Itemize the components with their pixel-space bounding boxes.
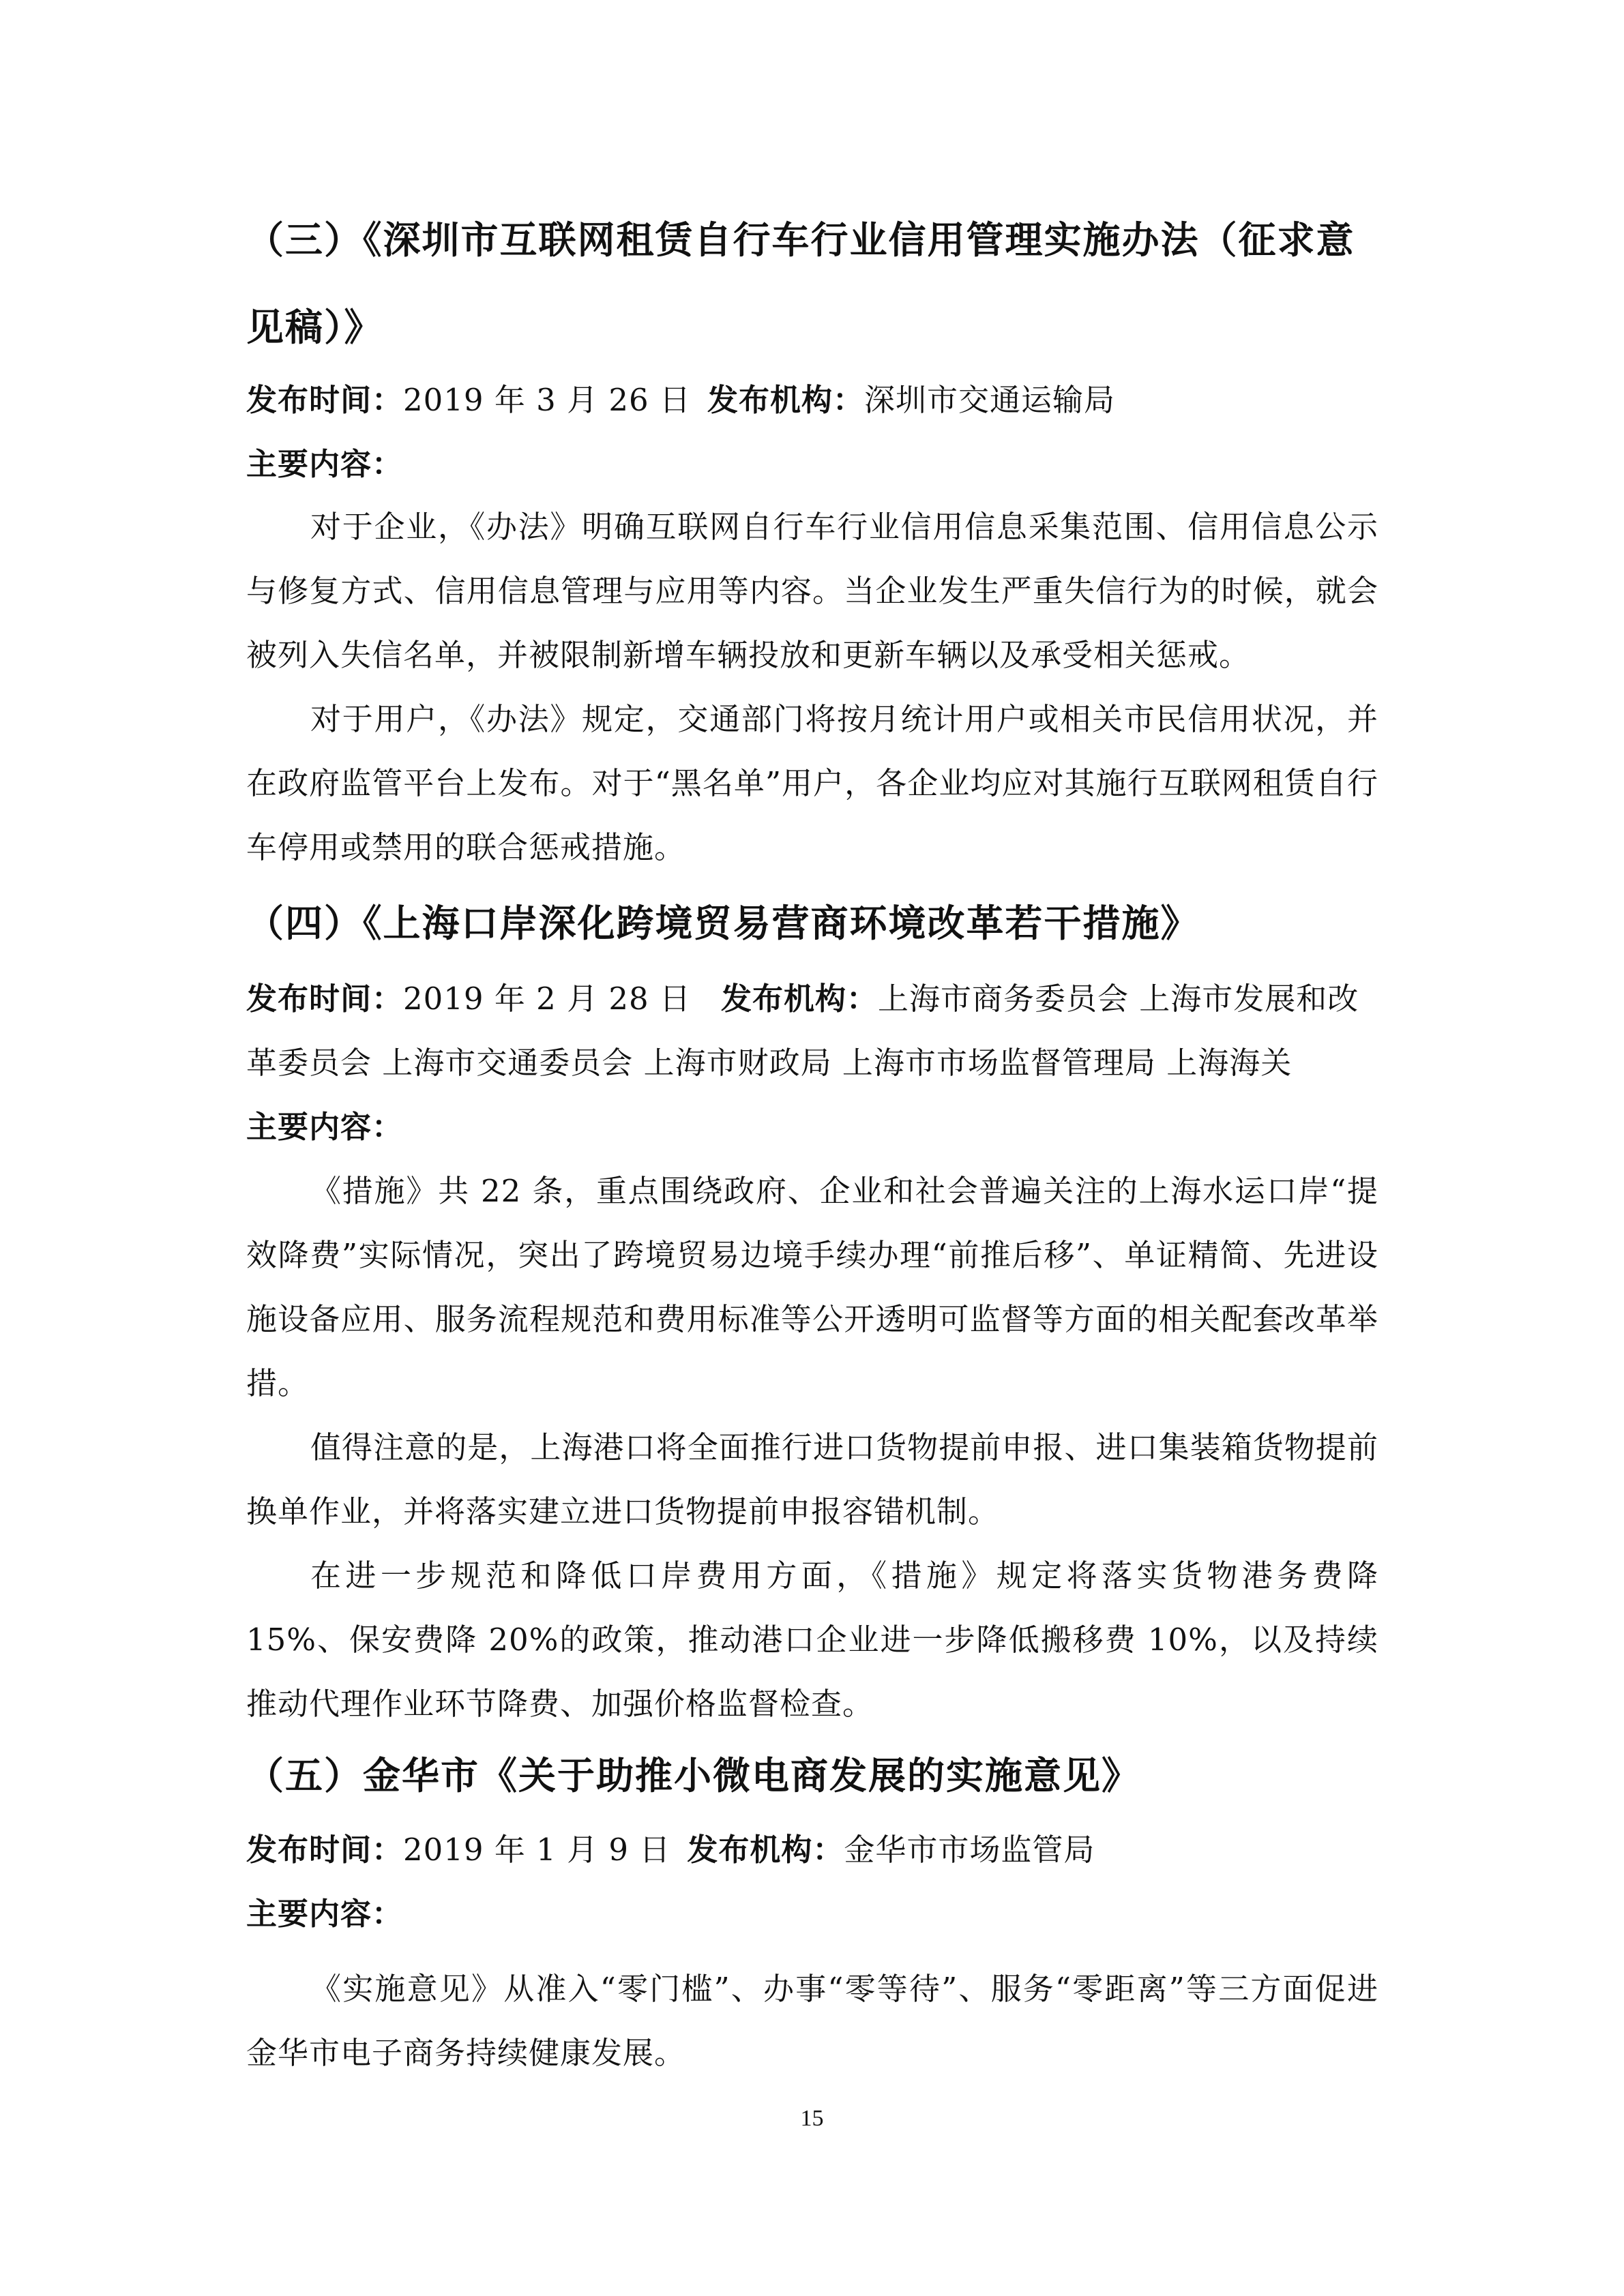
paragraph: 对于用户，《办法》规定，交通部门将按月统计用户或相关市民信用状况，并在政府监管平台上发布。对于“黑名单”用户，各企业均应对其施行互联网租赁自行车停用或禁用的联合惩戒措施。 [246, 701, 1378, 865]
page-number: 15 [800, 2106, 824, 2131]
publish-date-label: 发布时间： [246, 981, 404, 1017]
publish-info [246, 1818, 1378, 1882]
publisher: 金华市市场监管局 [844, 1832, 1095, 1868]
publisher: 深圳市交通运输局 [863, 382, 1115, 418]
paragraph: 《措施》共 22 条，重点围绕政府、企业和社会普遍关注的上海水运口岸“提效降费”实际情况，突出了跨境贸易边境手续办理“前推后移”、单证精简、先进设施设备应用、服务流程规范和费用标准等公开透明可监督等方面的相关配套改革举措。 [246, 1173, 1378, 1401]
publish-info [246, 967, 1378, 1095]
paragraph: 对于企业，《办法》明确互联网自行车行业信用信息采集范围、信用信息公示与修复方式、信用信息管理与应用等内容。当企业发生严重失信行为的时候，就会被列入失信名单，并被限制新增车辆投放和更新车辆以及承受相关惩戒。 [246, 509, 1378, 673]
publish-info [246, 368, 1378, 432]
paragraph: 在进一步规范和降低口岸费用方面，《措施》规定将落实货物港务费降 15%、保安费降 20%的政策，推动港口企业进一步降低搬移费 10%，以及持续推动代理作业环节降费、加强价格监督检查。 [246, 1557, 1378, 1722]
publisher-label: 发布机构： [687, 1832, 844, 1868]
paragraph: 《实施意见》从准入“零门槛”、办事“零等待”、服务“零距离”等三方面促进金华市电子商务持续健康发展。 [246, 1971, 1378, 2071]
section-heading: （五）金华市《关于助推小微电商发展的实施意见》 [246, 1754, 1141, 1798]
publish-date: 2019 年 3 月 26 日 [403, 382, 691, 418]
publish-date: 2019 年 1 月 9 日 [403, 1832, 671, 1868]
section-heading: （三）《深圳市互联网租赁自行车行业信用管理实施办法（征求意见稿）》 [246, 218, 1355, 349]
publisher: 上海市商务委员会 上海市发展和改革委员会 上海市交通委员会 上海市财政局 上海市市场监督管理局 上海海关 [246, 981, 1359, 1081]
content-label: 主要内容： [246, 1109, 404, 1145]
paragraph: 值得注意的是，上海港口将全面推行进口货物提前申报、进口集装箱货物提前换单作业，并将落实建立进口货物提前申报容错机制。 [246, 1429, 1378, 1530]
publish-date: 2019 年 2 月 28 日 [403, 981, 691, 1017]
section-heading: （四）《上海口岸深化跨境贸易营商环境改革若干措施》 [246, 901, 1200, 945]
publisher-label: 发布机构： [707, 382, 864, 418]
publish-date-label: 发布时间： [246, 1832, 404, 1868]
publisher-label: 发布机构： [720, 981, 878, 1017]
publish-date-label: 发布时间： [246, 382, 404, 418]
content-label: 主要内容： [246, 1896, 404, 1932]
content-label: 主要内容： [246, 446, 404, 482]
